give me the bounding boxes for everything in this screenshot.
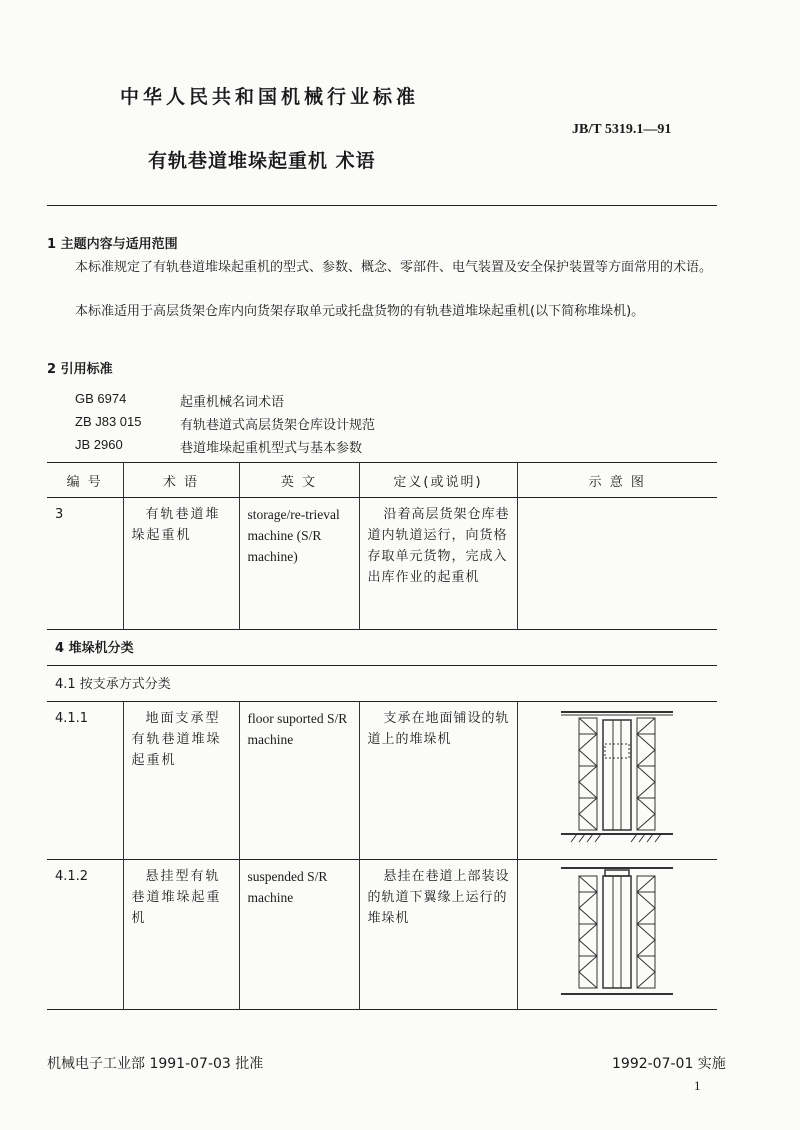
document-title: 有轨巷道堆垛起重机 术语 xyxy=(148,150,376,172)
table-row xyxy=(47,702,717,860)
reference-name: 巷道堆垛起重机型式与基本参数 xyxy=(180,441,363,456)
term-definition: 支承在地面铺设的轨道上的堆垛机 xyxy=(367,711,510,747)
term-chinese: 地面支承型有轨巷道堆垛起重机 xyxy=(131,711,222,768)
term-chinese: 有轨巷道堆垛起重机 xyxy=(131,507,221,543)
term-number: 3 xyxy=(55,507,64,522)
header-term: 术 语 xyxy=(123,463,239,498)
section-1-heading: 1 主题内容与适用范围 xyxy=(47,237,178,252)
term-definition: 悬挂在巷道上部装设的轨道下翼缘上运行的堆垛机 xyxy=(367,869,510,926)
reference-name: 起重机械名词术语 xyxy=(180,395,285,410)
section-4-1-heading: 4.1 按支承方式分类 xyxy=(55,677,171,692)
section-1-paragraph-2: 本标准适用于高层货架仓库内向货架存取单元或托盘货物的有轨巷道堆垛起重机(以下简称堆垛机)。 xyxy=(75,304,645,319)
table-row xyxy=(47,860,717,1010)
header-number: 编 号 xyxy=(47,463,123,498)
page-number: 1 xyxy=(694,1078,701,1093)
suspended-stacker-diagram xyxy=(557,862,677,1002)
reference-code: JB 2960 xyxy=(75,437,123,452)
header-definition: 定义(或说明) xyxy=(359,463,517,498)
floor-supported-stacker-diagram xyxy=(557,704,677,846)
standard-code: JB/T 5319.1—91 xyxy=(572,122,672,137)
table-row xyxy=(47,498,717,630)
section-2-heading: 2 引用标准 xyxy=(47,362,113,377)
implementation-date: 1992-07-01 实施 xyxy=(612,1056,726,1072)
terms-table xyxy=(47,462,717,1010)
header-divider xyxy=(47,205,717,206)
header-english: 英 文 xyxy=(239,463,359,498)
term-chinese: 悬挂型有轨巷道堆垛起重机 xyxy=(131,869,222,926)
reference-code: GB 6974 xyxy=(75,391,127,406)
header-diagram: 示 意 图 xyxy=(517,463,717,498)
reference-code: ZB J83 015 xyxy=(75,414,142,429)
approval-note: 机械电子工业部 1991-07-03 批准 xyxy=(47,1056,264,1072)
standard-title: 中华人民共和国机械行业标准 xyxy=(120,86,420,108)
term-english: storage/re-trieval machine (S/R machine) xyxy=(247,507,340,564)
section-4-heading: 4 堆垛机分类 xyxy=(55,641,134,656)
term-definition: 沿着高层货架仓库巷道内轨道运行，向货格存取单元货物，完成入出库作业的起重机 xyxy=(367,507,510,585)
term-english: floor suported S/R machine xyxy=(247,711,348,747)
section-1-paragraph-1: 本标准规定了有轨巷道堆垛起重机的型式、参数、概念、零部件、电气装置及安全保护装置等方面常用的术语。 xyxy=(75,260,713,275)
term-number: 4.1.2 xyxy=(55,869,89,884)
reference-name: 有轨巷道式高层货架仓库设计规范 xyxy=(180,418,376,433)
term-number: 4.1.1 xyxy=(55,711,89,726)
term-english: suspended S/R machine xyxy=(247,869,328,905)
